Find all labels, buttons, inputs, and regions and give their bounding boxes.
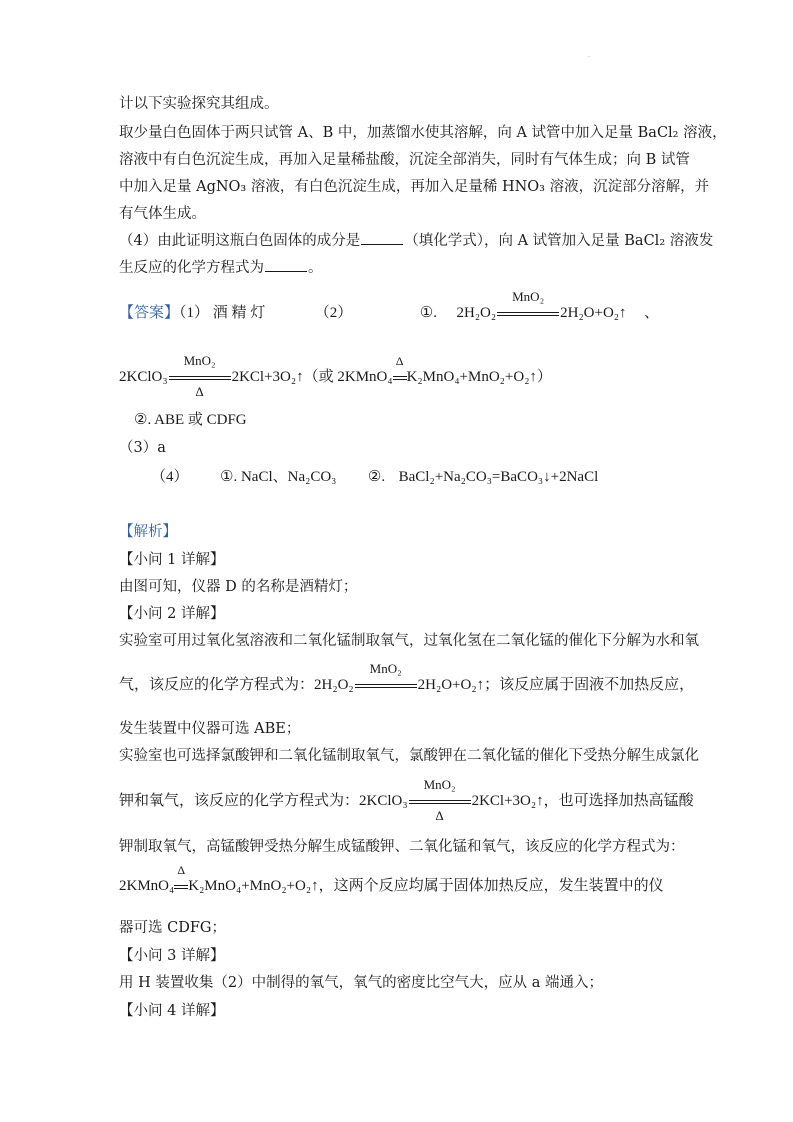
intro-line-3: 溶液中有白色沉淀生成，再加入足量稀盐酸，沉淀全部消失，同时有气体生成；向 B 试管: [119, 152, 690, 168]
answer-part-4-2: ②.: [367, 469, 386, 485]
question-4-line-2: [119, 258, 323, 278]
subquestion-2-line-7: [119, 862, 664, 897]
q4-text-d: 。: [308, 260, 323, 276]
answer-line-2: [119, 352, 552, 399]
equation-1-right: 2H₂O+O₂↑: [560, 305, 627, 321]
q4-text-c: 生反应的化学方程式为: [119, 260, 264, 276]
s2-equation-1-right: 2H₂O+O₂↑: [417, 677, 485, 693]
intro-line-5: 有气体生成。: [119, 206, 206, 222]
answer-tag: 【答案】: [119, 305, 180, 321]
subquestion-2-line-5: [119, 776, 694, 823]
subquestion-4-heading: 【小问 4 详解】: [119, 1003, 225, 1019]
s2-text-d: ，也可选择加热高锰酸: [543, 793, 694, 809]
subquestion-2-line-3: 发生装置中仪器可选 ABE；: [119, 721, 301, 737]
answer-circle-2: ②. ABE 或 CDFG: [134, 412, 247, 428]
s2-equation-2-right: 2KCl+3O₂↑: [471, 793, 544, 809]
reaction-condition-mno2: MnO₂: [497, 304, 559, 324]
q4-text-a: （4）由此证明这瓶白色固体的成分是: [119, 233, 361, 249]
answer-part-4-label: （4）: [151, 469, 189, 485]
subquestion-2-line-1: 实验室可用过氧化氢溶液和二氧化锰制取氧气，过氧化氢在二氧化锰的催化下分解为水和氧: [119, 633, 699, 649]
subquestion-2-line-4: 实验室也可选择氯酸钾和二氧化锰制取氧气，氯酸钾在二氧化锰的催化下受热分解生成氯化: [119, 748, 699, 764]
s2-equation-3-left: 2KMnO₄: [119, 878, 175, 894]
answer-blank: [361, 232, 403, 245]
equation-separator: 、: [644, 305, 660, 321]
intro-line-4: 中加入足量 AgNO₃ 溶液，有白色沉淀生成，再加入足量稀 HNO₃ 溶液，沉淀部分溶解，并: [119, 179, 710, 195]
subquestion-1-heading: 【小问 1 详解】: [119, 552, 225, 568]
subquestion-3-body: 用 H 装置收集（2）中制得的氧气，氧气的密度比空气大，应从 a 端通入；: [119, 975, 603, 991]
answer-part-4-1: ①. NaCl、Na₂CO₃: [220, 469, 337, 485]
s2-text-c: 钾和氧气，该反应的化学方程式为：: [119, 793, 360, 809]
s2-text-b: ；该反应属于固液不加热反应，: [484, 677, 695, 693]
s2-text-e: ，这两个反应均属于固体加热反应，发生装置中的仪: [318, 878, 664, 894]
subquestion-2-line-8: 器可选 CDFG；: [119, 920, 226, 936]
reaction-condition-delta: Δ: [174, 877, 188, 897]
equation-2-left: 2KClO₃: [119, 369, 168, 385]
s2-equation-2-left: 2KClO₃: [359, 793, 408, 809]
subquestion-2-line-6: 钾制取氧气，高锰酸钾受热分解生成锰酸钾、二氧化锰和氧气，该反应的化学方程式为：: [119, 839, 685, 855]
answer-part-3: （3）a: [119, 440, 166, 456]
analysis-tag: 【解析】: [119, 524, 177, 540]
answer-part-2-label: （2）: [314, 305, 353, 321]
equation-1-left: 2H₂O₂: [456, 305, 497, 321]
equation-3-left: （或 2KMnO₄: [303, 369, 393, 385]
question-4-line-1: [119, 231, 713, 251]
subquestion-2-heading: 【小问 2 详解】: [119, 606, 225, 622]
answer-line-4: [119, 467, 598, 487]
subquestion-3-heading: 【小问 3 详解】: [119, 948, 225, 964]
equation-3-right: K₂MnO₄+MnO₂+O₂↑）: [406, 369, 552, 385]
s2-equation-1-left: 2H₂O₂: [314, 677, 354, 693]
reaction-condition-delta: Δ: [393, 368, 407, 388]
reaction-condition-mno2: MnO₂: [355, 676, 417, 696]
reaction-condition-mno2-delta: MnO₂ Δ: [409, 792, 471, 812]
subquestion-1-body: 由图可知，仪器 D 的名称是酒精灯；: [119, 579, 358, 595]
equation-2-right: 2KCl+3O₂↑: [231, 369, 304, 385]
q4-text-b: （填化学式），向 A 试管加入足量 BaCl₂ 溶液发: [404, 233, 714, 249]
reaction-condition-mno2-delta: MnO₂ Δ: [169, 368, 231, 388]
intro-line-2: 取少量白色固体于两只试管 A、B 中，加蒸馏水使其溶解，向 A 试管中加入足量 BaCl₂ 溶液，: [119, 125, 727, 141]
answer-blank: [265, 259, 307, 272]
answer-line-1: [119, 288, 660, 324]
equation-4: BaCl₂+Na₂CO₃=BaCO₃↓+2NaCl: [398, 469, 599, 485]
answer-part-1: （1） 酒 精 灯: [179, 305, 266, 321]
subquestion-2-line-2: [119, 660, 695, 696]
intro-line-1: 计以下实验探究其组成。: [119, 96, 279, 112]
s2-text-a: 气，该反应的化学方程式为：: [119, 677, 315, 693]
page-mark: ·: [588, 54, 590, 61]
answer-circle-1: ①.: [419, 305, 437, 321]
s2-equation-3-right: K₂MnO₄+MnO₂+O₂↑: [188, 878, 319, 894]
